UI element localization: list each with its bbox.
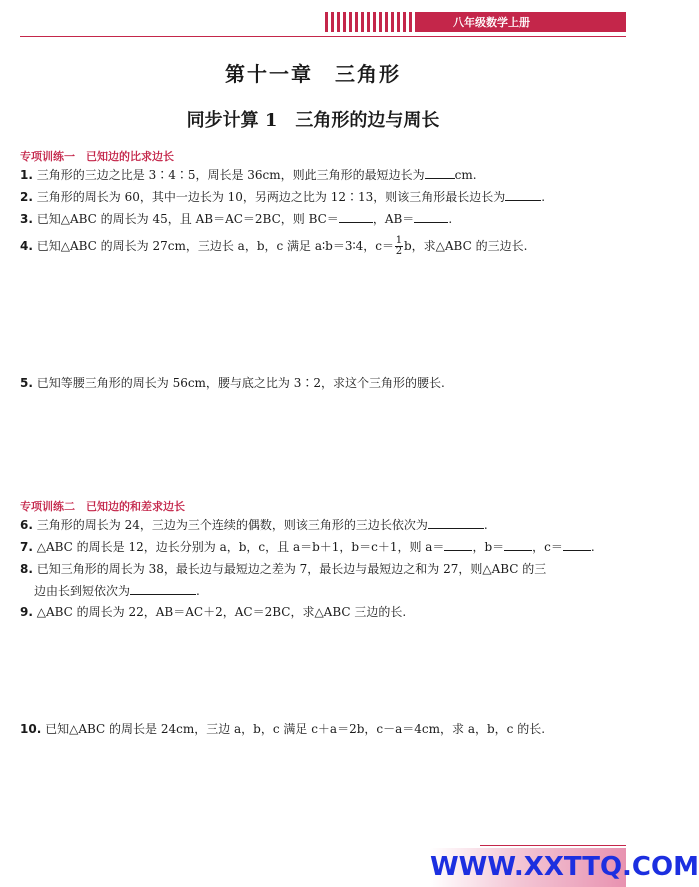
question-text-line1: 已知三角形的周长为 38，最长边与最短边之差为 7，最长边与最短边之和为 27，则△ABC 的三 [36,562,547,576]
question-number: 2. [20,190,33,204]
question-8 [20,560,610,578]
header-stripes [325,12,417,32]
answer-blank[interactable] [425,166,455,179]
question-text-line2: 边由长到短依次为 [34,584,131,598]
question-number: 4. [20,239,33,253]
question-text-mid1: ，b＝ [472,540,505,554]
question-number: 5. [20,376,33,390]
answer-blank[interactable] [505,188,541,201]
answer-blank-bc[interactable] [339,210,373,223]
question-text-end: . [196,584,200,598]
question-number: 10. [20,722,42,736]
question-text: △ABC 的周长是 12，边长分别为 a，b，c，且 a＝b＋1，b＝c＋1，则 a＝ [36,540,445,554]
site-watermark: WWW.XXTTQ.COM [430,852,699,882]
question-text: 三角形的周长为 60，其中一边长为 10，另两边之比为 12∶13，则该三角形最长边长为 [36,190,506,204]
question-text: 三角形的周长为 24，三边为三个连续的偶数，则该三角形的三边长依次为 [36,518,428,532]
question-text-end: . [483,518,488,532]
question-text-end: . [590,540,595,554]
question-8-line2 [34,582,624,600]
fraction-denominator: 2 [395,246,403,257]
question-text-mid2: ，c＝ [532,540,563,554]
question-number: 1. [20,168,33,182]
question-text-mid: ，AB＝ [372,212,415,226]
fraction-numerator: 1 [395,235,403,246]
answer-blank[interactable] [428,516,484,529]
section-heading-1: 专项训练一 已知边的比求边长 [20,150,174,163]
question-text: 已知△ABC 的周长为 45，且 AB＝AC＝2BC，则 BC＝ [36,212,339,226]
question-text-end: cm. [454,168,477,182]
question-text-end: . [541,190,546,204]
header-tab [417,12,626,32]
answer-blank-c[interactable] [563,538,591,551]
section-heading-2: 专项训练二 已知边的和差求边长 [20,500,185,513]
question-6 [20,516,610,534]
question-number: 8. [20,562,33,576]
answer-blank-ab[interactable] [414,210,448,223]
question-5 [20,374,610,392]
answer-blank[interactable] [130,582,196,595]
header-rule [20,36,626,37]
question-7 [20,538,610,556]
chapter-title: 第十一章 三角形 [225,62,401,86]
footer-rule [480,845,626,846]
question-3 [20,210,610,228]
question-9 [20,603,610,621]
question-number: 7. [20,540,33,554]
question-1 [20,166,610,184]
question-text: 已知△ABC 的周长是 24cm，三边 a，b，c 满足 c＋a＝2b，c－a＝4cm，求 a，b，c 的长. [45,722,546,736]
question-number: 9. [20,605,33,619]
question-text: 已知等腰三角形的周长为 56cm，腰与底之比为 3∶2，求这个三角形的腰长. [36,376,445,390]
question-4 [20,236,610,257]
question-number: 3. [20,212,33,226]
lesson-title: 同步计算 1 三角形的边与周长 [186,110,440,131]
question-text: 已知△ABC 的周长为 27cm，三边长 a，b，c 满足 a∶b＝3∶4，c＝ [36,239,394,253]
question-text: 三角形的三边之比是 3∶4∶5，周长是 36cm，则此三角形的最短边长为 [36,168,425,182]
header-tab-label: 八年级数学上册 [453,16,530,29]
answer-blank-b[interactable] [504,538,532,551]
question-text-end: b，求△ABC 的三边长. [403,239,528,253]
question-10 [20,720,610,738]
question-text-end: . [448,212,453,226]
question-number: 6. [20,518,33,532]
answer-blank-a[interactable] [444,538,472,551]
fraction [395,236,403,257]
question-text: △ABC 的周长为 22，AB＝AC＋2，AC＝2BC，求△ABC 三边的长. [36,605,407,619]
question-2 [20,188,610,206]
